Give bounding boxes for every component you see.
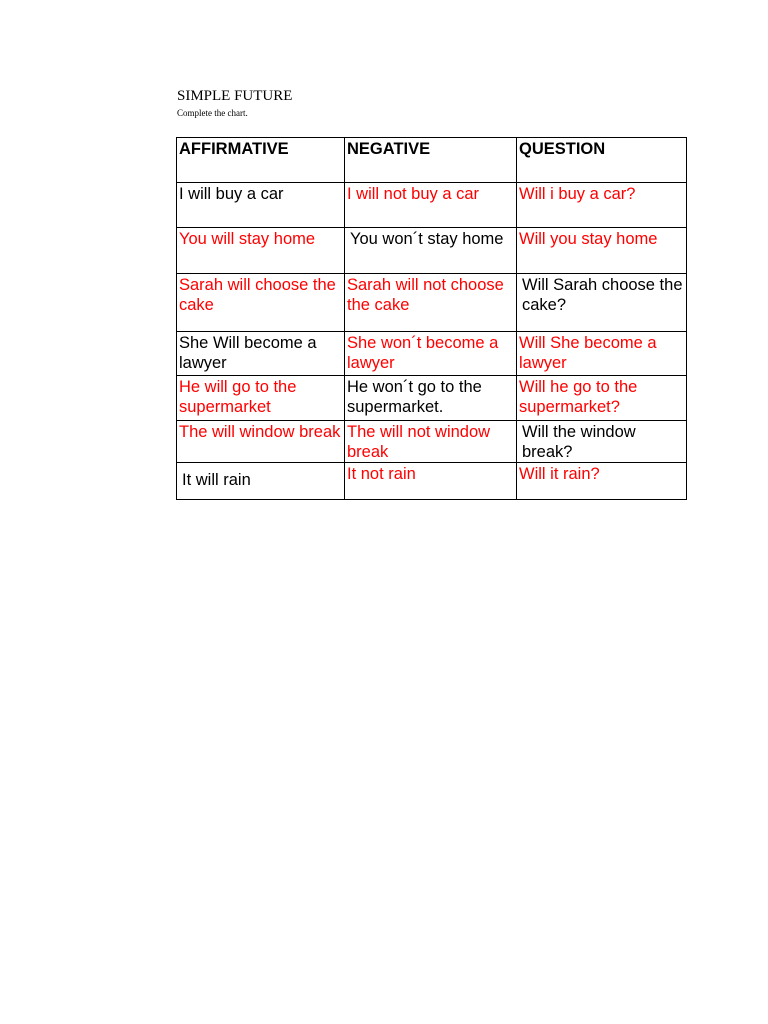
cell-affirmative: I will buy a car <box>177 183 345 228</box>
table-row <box>177 228 687 274</box>
document-instruction: Complete the chart. <box>177 108 248 118</box>
cell-negative: I will not buy a car <box>345 183 517 228</box>
cell-affirmative: It will rain <box>177 463 345 500</box>
cell-question: Will i buy a car? <box>517 183 687 228</box>
header-row <box>177 138 687 183</box>
cell-affirmative: She Will become a lawyer <box>177 332 345 376</box>
table-row <box>177 332 687 376</box>
table-row <box>177 376 687 421</box>
cell-negative: She won´t become a lawyer <box>345 332 517 376</box>
cell-negative: Sarah will not choose the cake <box>345 274 517 332</box>
cell-affirmative: You will stay home <box>177 228 345 274</box>
cell-question: Will Sarah choose the cake? <box>517 274 687 332</box>
cell-question: Will the window break? <box>517 421 687 463</box>
cell-negative: The will not window break <box>345 421 517 463</box>
cell-question: Will he go to the supermarket? <box>517 376 687 421</box>
header-affirmative: AFFIRMATIVE <box>177 138 345 183</box>
cell-question: Will She become a lawyer <box>517 332 687 376</box>
table-row <box>177 183 687 228</box>
simple-future-chart <box>176 137 687 500</box>
cell-negative: He won´t go to the supermarket. <box>345 376 517 421</box>
cell-question: Will you stay home <box>517 228 687 274</box>
table-row <box>177 463 687 500</box>
cell-negative: It not rain <box>345 463 517 500</box>
document-title: SIMPLE FUTURE <box>177 88 293 104</box>
table-row <box>177 274 687 332</box>
cell-affirmative: He will go to the supermarket <box>177 376 345 421</box>
table-row <box>177 421 687 463</box>
cell-question: Will it rain? <box>517 463 687 500</box>
cell-affirmative: Sarah will choose the cake <box>177 274 345 332</box>
header-question: QUESTION <box>517 138 687 183</box>
cell-negative: You won´t stay home <box>345 228 517 274</box>
cell-affirmative: The will window break <box>177 421 345 463</box>
header-negative: NEGATIVE <box>345 138 517 183</box>
